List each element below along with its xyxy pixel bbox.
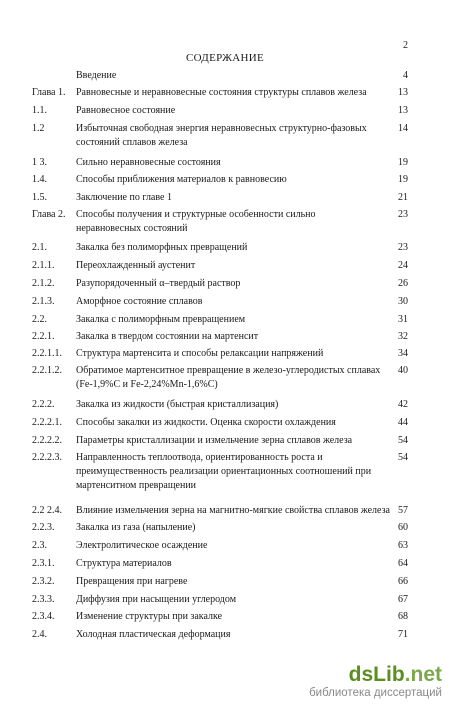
toc-title: Введение bbox=[76, 70, 117, 81]
toc-title: Способы закалки из жидкости. Оценка скорости охлаждения bbox=[76, 417, 336, 428]
toc-title: Изменение структуры при закалке bbox=[76, 611, 223, 622]
toc-page: 31 bbox=[398, 314, 408, 325]
toc-title: Превращения при нагреве bbox=[76, 576, 188, 587]
toc-number: 2.1.3. bbox=[32, 296, 55, 307]
toc-number: 2.2.2.2. bbox=[32, 435, 62, 446]
toc-number: 2.2.1. bbox=[32, 331, 55, 342]
toc-number: 2.2.2.1. bbox=[32, 417, 62, 428]
toc-number: 2.2.2. bbox=[32, 399, 55, 410]
toc-page: 57 bbox=[398, 505, 408, 516]
toc-title: Структура материалов bbox=[76, 558, 172, 569]
toc-title: Закалка с полиморфным превращением bbox=[76, 314, 246, 325]
page-number: 2 bbox=[403, 40, 408, 51]
toc-page: 66 bbox=[398, 576, 408, 587]
toc-page: 14 bbox=[398, 123, 408, 134]
toc-title: Электролитическое осаждение bbox=[76, 540, 208, 551]
toc-number: 2.1. bbox=[32, 242, 47, 253]
toc-title: Способы приближения материалов к равновесию bbox=[76, 174, 287, 185]
watermark-logo-name: dsLib bbox=[348, 663, 405, 686]
toc-number: 2.2.1.2. bbox=[32, 365, 62, 376]
toc-number: 2.2. bbox=[32, 314, 47, 325]
watermark bbox=[309, 664, 442, 700]
toc-page: 32 bbox=[398, 331, 408, 342]
toc-page: 54 bbox=[398, 435, 408, 446]
toc-page: 13 bbox=[398, 105, 408, 116]
toc-number: 2.1.2. bbox=[32, 278, 55, 289]
toc-page: 19 bbox=[398, 157, 408, 168]
toc-title: Избыточная свободная энергия неравновесных структурно-фазовых состояний сплавов железа bbox=[76, 123, 367, 148]
toc-page: 19 bbox=[398, 174, 408, 185]
toc-number: Глава 1. bbox=[32, 87, 66, 98]
toc-page: 23 bbox=[398, 242, 408, 253]
toc-title: Заключение по главе 1 bbox=[76, 192, 172, 203]
toc-page: 71 bbox=[398, 629, 408, 640]
toc-title: Равновесные и неравновесные состояния структуры сплавов железа bbox=[76, 87, 367, 98]
toc-number: 1.1. bbox=[32, 105, 47, 116]
toc-title: Влияние измельчения зерна на магнитно-мягкие свойства сплавов железа bbox=[76, 505, 390, 516]
toc-number: 1.5. bbox=[32, 192, 47, 203]
watermark-logo-tld: .net bbox=[404, 663, 442, 686]
toc-title: Разупорядоченный α–твердый раствор bbox=[76, 278, 241, 289]
toc-title: Способы получения и структурные особенности сильно неравновесных состояний bbox=[76, 209, 316, 234]
toc-page: 24 bbox=[398, 260, 408, 271]
toc-number: 2.3.4. bbox=[32, 611, 55, 622]
toc-title: Аморфное состояние сплавов bbox=[76, 296, 203, 307]
toc-title: Направленность теплоотвода, ориентированность роста и преимущественность реализации ориентационных соотношений при мартенситном превращении bbox=[76, 452, 372, 491]
toc-title: Параметры кристаллизации и измельчение зерна сплавов железа bbox=[76, 435, 353, 446]
toc-page: 63 bbox=[398, 540, 408, 551]
toc-number: 1.4. bbox=[32, 174, 47, 185]
toc-number: 2.2 2.4. bbox=[32, 505, 62, 516]
toc-number: 1.2 bbox=[32, 123, 45, 134]
toc-number: 2.3. bbox=[32, 540, 47, 551]
toc-page: 23 bbox=[398, 209, 408, 220]
toc-page: 30 bbox=[398, 296, 408, 307]
toc-title: Закалка без полиморфных превращений bbox=[76, 242, 248, 253]
toc-page: 4 bbox=[403, 70, 408, 81]
toc-page: 64 bbox=[398, 558, 408, 569]
toc-page: 26 bbox=[398, 278, 408, 289]
watermark-subtitle: библиотека диссертаций bbox=[309, 687, 442, 699]
toc-page: 21 bbox=[398, 192, 408, 203]
toc-title: Равновесное состояние bbox=[76, 105, 176, 116]
page-title: СОДЕРЖАНИЕ bbox=[185, 52, 265, 64]
toc-number: 2.1.1. bbox=[32, 260, 55, 271]
watermark-logo[interactable] bbox=[309, 664, 442, 686]
toc-title: Сильно неравновесные состояния bbox=[76, 157, 221, 168]
toc-page: 44 bbox=[398, 417, 408, 428]
toc-page: 34 bbox=[398, 348, 408, 359]
toc-number: Глава 2. bbox=[32, 209, 66, 220]
toc-number: 2.4. bbox=[32, 629, 47, 640]
toc-title: Структура мартенсита и способы релаксации напряжений bbox=[76, 348, 324, 359]
toc-number: 2.2.1.1. bbox=[32, 348, 62, 359]
toc-page: 60 bbox=[398, 522, 408, 533]
toc-page: 67 bbox=[398, 594, 408, 605]
toc-page: 13 bbox=[398, 87, 408, 98]
toc-title: Закалка из жидкости (быстрая кристаллизация) bbox=[76, 399, 279, 410]
toc-number: 2.3.3. bbox=[32, 594, 55, 605]
toc-page: 40 bbox=[398, 365, 408, 376]
toc-title: Переохлажденный аустенит bbox=[76, 260, 196, 271]
toc-title: Закалка в твердом состоянии на мартенсит bbox=[76, 331, 259, 342]
toc-number: 2.2.2.3. bbox=[32, 452, 62, 463]
toc-number: 2.3.1. bbox=[32, 558, 55, 569]
toc-title: Закалка из газа (напыление) bbox=[76, 522, 196, 533]
toc-number: 1 3. bbox=[32, 157, 47, 168]
toc-page: 42 bbox=[398, 399, 408, 410]
toc-title: Холодная пластическая деформация bbox=[76, 629, 231, 640]
toc-page: 54 bbox=[398, 452, 408, 463]
toc-number: 2.2.3. bbox=[32, 522, 55, 533]
toc-title: Диффузия при насыщении углеродом bbox=[76, 594, 237, 605]
toc-title: Обратимое мартенситное превращение в железо-углеродистых сплавах (Fe-1,9%C и Fe-2,24%Mn-1,6%C) bbox=[76, 365, 381, 390]
toc-page: 68 bbox=[398, 611, 408, 622]
toc-number: 2.3.2. bbox=[32, 576, 55, 587]
